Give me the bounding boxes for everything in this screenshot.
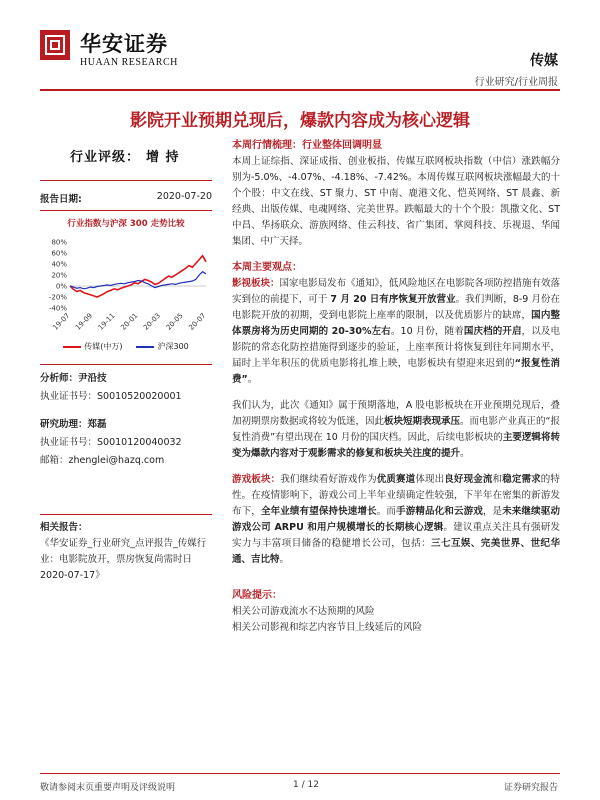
brand-name-en: HUAAN RESEARCH — [80, 57, 178, 68]
page-number: 1 / 12 — [293, 780, 319, 790]
report-date-label: 报告日期: — [40, 194, 82, 205]
header-divider — [40, 89, 560, 91]
industry-rating — [40, 138, 212, 165]
y-tick-label: 60% — [51, 249, 67, 258]
film-text-i: 。 — [247, 374, 258, 385]
film-text-e: 。10 月份，随着 — [390, 326, 464, 337]
series-line-media — [70, 256, 206, 297]
y-tick-label: 0% — [55, 282, 67, 291]
game-bold-h: 全年业绩有望保持快速增长 — [260, 506, 377, 517]
y-tick-label: -40% — [48, 304, 67, 313]
x-tick-label: 19-11 — [96, 311, 117, 332]
game-text-c: 体现出 — [415, 474, 445, 485]
divider — [40, 514, 212, 515]
game-bold-l: 未来继续驱动游戏公司 ARPU 和用户规模增长的长期核心逻辑 — [232, 506, 560, 533]
game-text-e: 和 — [492, 474, 503, 485]
chart-legend — [40, 341, 212, 352]
x-tick-label: 20-03 — [142, 311, 163, 332]
risk-item: 相关公司影视和综艺内容节目上线延后的风险 — [232, 622, 423, 633]
x-tick-label: 20-05 — [164, 311, 185, 332]
film-text-g: ，以及电影院的常态化防控措施得到逐步的验证，上座率预计将恢复到往年同期水平，届时上半年积压的优质电影将扎堆上映，电影板块有望迎来迟到的 — [232, 326, 560, 369]
related-reports — [40, 520, 212, 584]
related-report-link[interactable]: 《华安证券_行业研究_点评报告_传媒行业：电影院放开，票房恢复尚需时日 2020-07-17》 — [40, 538, 207, 581]
chart-title: 行业指数与沪深 300 走势比较 — [67, 219, 185, 229]
game-text-k: ，是 — [482, 506, 503, 517]
legend-label-media: 传媒(中万) — [84, 342, 123, 351]
film-bold-f: 国庆档的开启 — [463, 326, 522, 337]
film-bold-b: 7 月 20 日有序恢复开放营业 — [330, 294, 456, 305]
game-bold-f: 稳定需求 — [502, 474, 541, 485]
market-summary: 本周上证综指、深证成指、创业板指、传媒互联网板块指数（中信）涨跌幅分别为-5.0%、-4.07%、-4.18%、-7.42%。本周传媒互联网板块涨幅最大的十个个股：中文在线、ST 聚力、ST 中南、鹿港文化、恺英网络、ST 晨鑫、新经典、出版传媒、电魂网络、完美世界。跌幅最大的十个个股：凯撒文化、ST 中昌、华扬联众、游族网络、佳云科技、省广集团、掌阅科技、乐视退、华闻集团、中广天择。 — [232, 156, 560, 247]
film-lead: 影视板块： — [232, 278, 280, 289]
section-heading-risk: 风险提示： — [232, 590, 282, 601]
divider — [40, 210, 212, 211]
rating-label: 行业评级： — [70, 150, 141, 165]
assistant-cert: 执业证书号：S0010120040032 — [40, 437, 182, 448]
outlook-text-c: 。而电影产业真正的“报复性消费”有望出现在 10 月份的国庆档。因此，后续电影板块的 — [232, 416, 560, 443]
game-text-o: 。 — [279, 554, 290, 565]
x-tick-label: 19-09 — [74, 311, 95, 332]
game-text-g: 的特性。在疫情影响下，游戏公司上半年业绩确定性较强，下半年在密集的新游发布下， — [232, 474, 560, 517]
analyst-block — [40, 370, 182, 470]
main-content — [232, 138, 560, 636]
game-text-m: 。建议重点关注具有强研发实力与丰富项目储备的稳健增长公司，包括： — [232, 522, 560, 549]
y-tick-label: -20% — [48, 293, 67, 302]
sector-label: 传媒 — [530, 53, 558, 69]
x-tick-label: 19-07 — [51, 311, 72, 332]
game-lead: 游戏板块： — [232, 474, 281, 485]
film-paragraph — [232, 276, 560, 388]
section-heading-views: 本周主要观点： — [232, 262, 302, 273]
game-bold-b: 优质赛道 — [376, 474, 416, 485]
rating-value: 增 持 — [146, 150, 180, 165]
y-tick-label: 20% — [51, 271, 67, 280]
film-text-a: 国家电影局发布《通知》，低风险地区在电影院各项防控措施有效落实到位的前提下，可于 — [232, 278, 560, 305]
assistant-label: 研究助理： — [40, 419, 88, 430]
report-date-row — [40, 191, 212, 205]
report-title: 影院开业预期兑现后，爆款内容成为核心逻辑 — [130, 111, 470, 131]
legend-item-media — [63, 341, 122, 352]
x-tick-label: 20-01 — [119, 311, 140, 332]
footer-disclaimer[interactable]: 敬请参阅末页重要声明及评级说明 — [40, 783, 176, 793]
divider — [40, 180, 212, 181]
film-bold-h: “报复性消费” — [232, 358, 560, 385]
game-text-i: 。而 — [376, 506, 397, 517]
film-bold-d: 国内整体票房将为历史同期的 20-30%左右 — [232, 310, 560, 337]
y-tick-label: 40% — [51, 260, 67, 269]
game-text-a: 我们继续看好游戏作为 — [280, 474, 377, 485]
game-bold-j: 手游精品化和云游戏 — [396, 506, 483, 517]
game-bold-n: 三七互娱、完美世界、世纪华通、吉比特 — [232, 538, 560, 565]
outlook-bold-b: 板块短期表现承压 — [384, 416, 461, 427]
game-paragraph — [232, 472, 560, 568]
related-label: 相关报告： — [40, 522, 88, 533]
left-sidebar — [40, 138, 212, 768]
film-text-c: 。我们判断，8-9 月份在电影院开放的初期，受到电影院上座率的限制，以及优质影片的缺席， — [232, 294, 560, 321]
footer-divider — [40, 773, 560, 774]
analyst-label: 分析师： — [40, 373, 79, 384]
assistant-email: 邮箱：zhenglei@hazq.com — [40, 455, 165, 466]
risk-item: 相关公司游戏流水不达预期的风险 — [232, 606, 375, 617]
outlook-text-a: 我们认为，此次《通知》属于预期落地，A 股电影板块在开业预期兑现后，叠加初期票房数据或将较为低迷，因此 — [232, 400, 560, 427]
legend-swatch-hs300 — [136, 346, 154, 348]
assistant-name: 郑磊 — [87, 419, 107, 430]
section-heading-market: 本周行情梳理：行业整体回调明显 — [232, 140, 382, 151]
brand-name-cn: 华安证券 — [80, 31, 168, 56]
film-outlook-paragraph — [232, 398, 560, 462]
footer-doc-type: 证券研究报告 — [503, 783, 558, 793]
outlook-text-e: 。 — [460, 448, 470, 459]
report-date-value: 2020-07-20 — [156, 191, 212, 202]
x-tick-label: 20-07 — [187, 311, 208, 332]
game-bold-d: 良好现金流 — [444, 474, 493, 485]
legend-item-hs300 — [136, 341, 188, 352]
legend-label-hs300: 沪深300 — [157, 342, 189, 351]
analyst-cert: 执业证书号：S0010520020001 — [40, 391, 182, 402]
divider — [40, 364, 212, 365]
y-tick-label: 80% — [51, 238, 67, 247]
analyst-name: 尹沿技 — [78, 373, 107, 384]
document-type: 行业研究/行业周报 — [474, 77, 558, 88]
index-comparison-chart — [40, 234, 212, 356]
company-logo — [40, 30, 70, 60]
outlook-bold-d: 主要逻辑将转变为爆款内容对于观影需求的修复和板块关注度的提升 — [232, 432, 560, 459]
legend-swatch-media — [63, 346, 81, 348]
